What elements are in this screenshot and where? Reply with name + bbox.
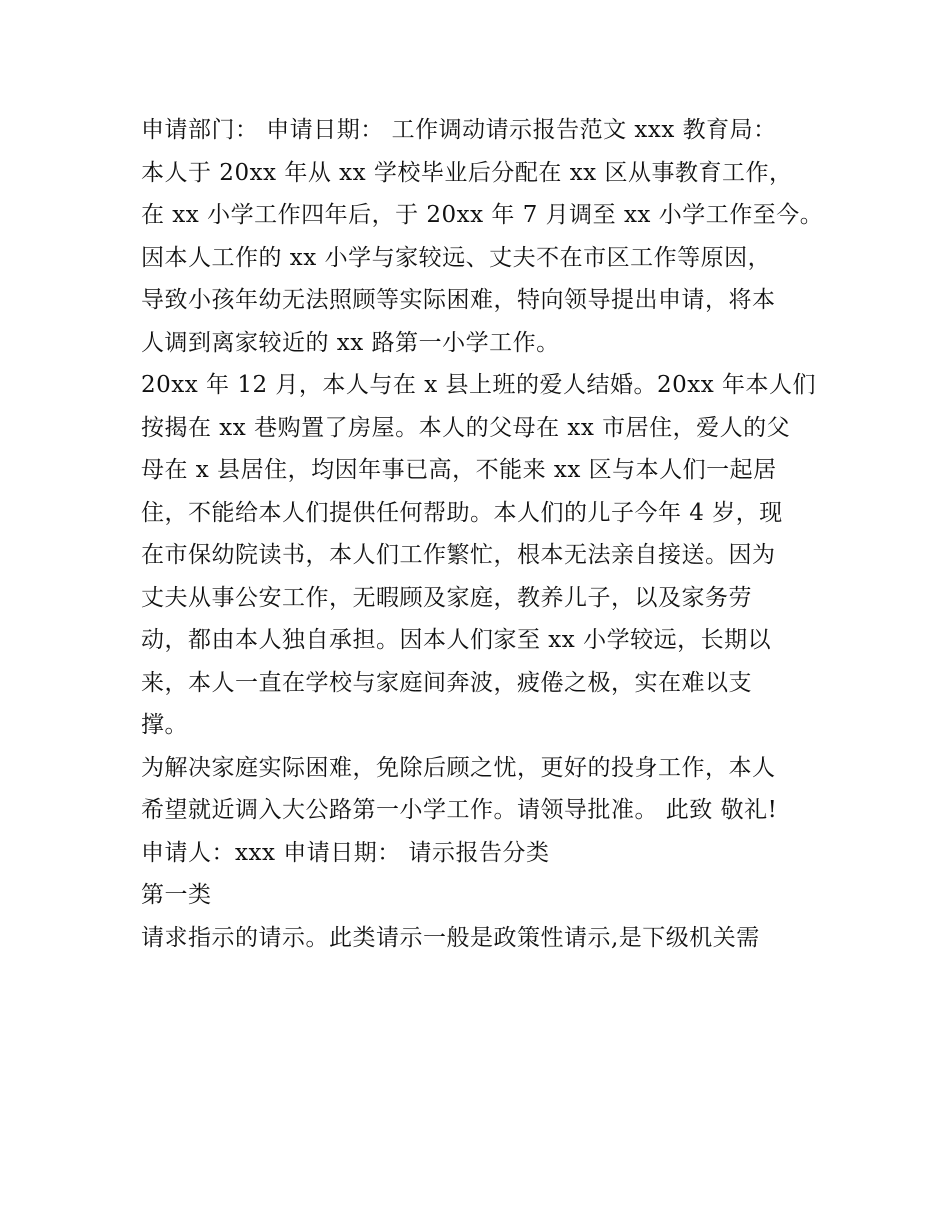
text-line: 按揭在 xx 巷购置了房屋。本人的父母在 xx 市居住，爱人的父: [141, 414, 791, 441]
text-line: 人调到离家较近的 xx 路第一小学工作。: [141, 329, 560, 356]
text-line: 来，本人一直在学校与家庭间奔波，疲倦之极，实在难以支: [141, 669, 752, 696]
text-line: 丈夫从事公安工作，无暇顾及家庭，教养儿子，以及家务劳: [141, 584, 752, 611]
text-line: 在市保幼院读书，本人们工作繁忙，根本无法亲自接送。因为: [141, 542, 776, 568]
section-heading: 第一类: [141, 882, 212, 908]
text-line: 母在 x 县居住，均因年事已高，不能来 xx 区与本人们一起居: [141, 457, 777, 483]
text-line: 住，不能给本人们提供任何帮助。本人们的儿子今年 4 岁，现: [141, 499, 783, 526]
text-line: 申请人：xxx 申请日期： 请示报告分类: [141, 839, 550, 866]
text-line: 为解决家庭实际困难，免除后顾之忧，更好的投身工作，本人: [141, 754, 776, 781]
document-body: [141, 109, 824, 959]
text-line: 申请部门： 申请日期： 工作调动请示报告范文 xxx 教育局：: [141, 117, 777, 143]
text-line: 在 xx 小学工作四年后，于 20xx 年 7 月调至 xx 小学工作至今。: [141, 202, 824, 228]
text-line: 撑。: [141, 712, 188, 738]
text-line: 动，都由本人独自承担。因本人们家至 xx 小学较远，长期以: [141, 627, 772, 653]
text-line: 导致小孩年幼无法照顾等实际困难，特向领导提出申请，将本: [141, 287, 776, 313]
text-line: 请求指示的请示。此类请示一般是政策性请示,是下级机关需: [141, 924, 760, 951]
text-line: 20xx 年 12 月，本人与在 x 县上班的爱人结婚。20xx 年本人们: [141, 372, 817, 398]
text-line: 希望就近调入大公路第一小学工作。请领导批准。 此致 敬礼!: [141, 797, 778, 823]
text-line: 本人于 20xx 年从 xx 学校毕业后分配在 xx 区从事教育工作，: [141, 159, 793, 186]
text-line: 因本人工作的 xx 小学与家较远、丈夫不在市区工作等原因，: [141, 244, 772, 271]
